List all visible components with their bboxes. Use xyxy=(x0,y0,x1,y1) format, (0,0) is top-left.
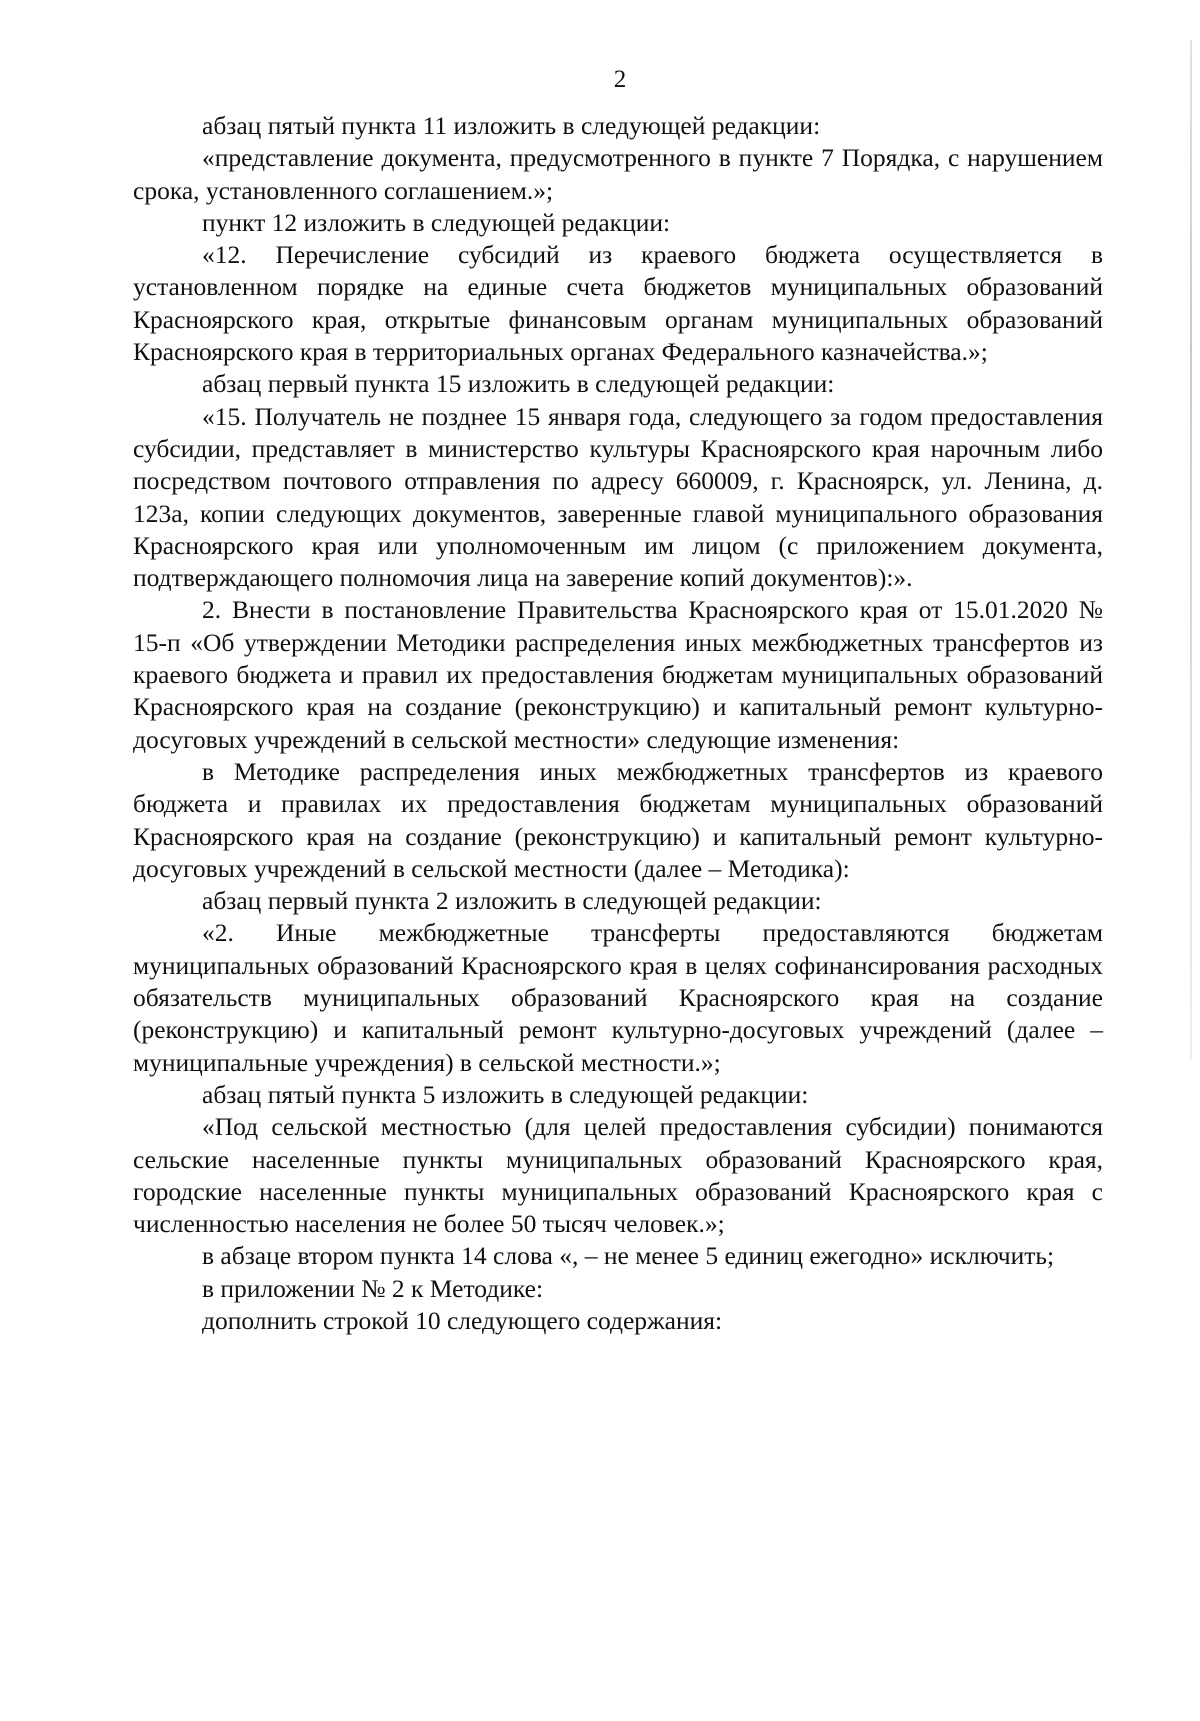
paragraph-8: в Методике распределения иных межбюджетных трансфертов из краевого бюджета и правилах их предоставления бюджетам муниципальных образований Красноярского края на создание (реконструкцию) и капитальный ремонт культурно-досуговых учреждений в сельской местности (далее – Методика): xyxy=(133,756,1103,883)
paragraph-4: «12. Перечисление субсидий из краевого бюджета осуществляется в установленном порядке на единые счета бюджетов муниципальных образований Красноярского края, открытые финансовым органам муниципальных образований Красноярского края в территориальных органах Федерального казначейства.»; xyxy=(133,240,1103,367)
paragraph-12: «Под сельской местностью (для целей предоставления субсидии) понимаются сельские населенные пункты муниципальных образований Красноярского края, городские населенные пункты муниципальных образований Красноярского края с численностью населения не более 50 тысяч человек.»; xyxy=(133,1112,1103,1239)
paragraph-11: абзац пятый пункта 5 изложить в следующей редакции: xyxy=(202,1079,809,1109)
paragraph-1: абзац пятый пункта 11 изложить в следующей редакции: xyxy=(202,111,821,140)
document-body xyxy=(133,110,1103,1337)
paragraph-14: в приложении № 2 к Методике: xyxy=(202,1273,544,1303)
paragraph-15: дополнить строкой 10 следующего содержания: xyxy=(202,1305,723,1335)
scan-edge-shadow xyxy=(1190,40,1192,1060)
paragraph-7: 2. Внести в постановление Правительства Красноярского края от 15.01.2020 № 15-п «Об утверждении Методики распределения иных межбюджетных трансфертов из краевого бюджета и правил их предоставления бюджетам муниципальных образований Красноярского края на создание (реконструкцию) и капитальный ремонт культурно-досуговых учреждений в сельской местности» следующие изменения: xyxy=(133,595,1103,754)
paragraph-13: в абзаце втором пункта 14 слова «, – не менее 5 единиц ежегодно» исключить; xyxy=(202,1241,1055,1271)
paragraph-10: «2. Иные межбюджетные трансферты предоставляются бюджетам муниципальных образований Красноярского края в целях софинансирования расходных обязательств муниципальных образований Красноярского края на создание (реконструкцию) и капитальный ремонт культурно-досуговых учреждений (далее – муниципальные учреждения) в сельской местности.»; xyxy=(133,918,1103,1077)
paragraph-9: абзац первый пункта 2 изложить в следующей редакции: xyxy=(202,886,822,916)
page-number: 2 xyxy=(613,66,627,93)
paragraph-3: пункт 12 изложить в следующей редакции: xyxy=(202,207,671,237)
paragraph-2: «представление документа, предусмотренного в пункте 7 Порядка, с нарушением срока, установленного соглашением.»; xyxy=(133,143,1103,205)
paragraph-5: абзац первый пункта 15 изложить в следующей редакции: xyxy=(202,369,835,399)
paragraph-6: «15. Получатель не позднее 15 января года, следующего за годом предоставления субсидии, представляет в министерство культуры Красноярского края нарочным либо посредством почтового отправления по адресу 660009, г. Красноярск, ул. Ленина, д. 123а, копии следующих документов, заверенные главой муниципального образования Красноярского края или уполномоченным им лицом (с приложением документа, подтверждающего полномочия лица на заверение копий документов):». xyxy=(133,401,1103,593)
